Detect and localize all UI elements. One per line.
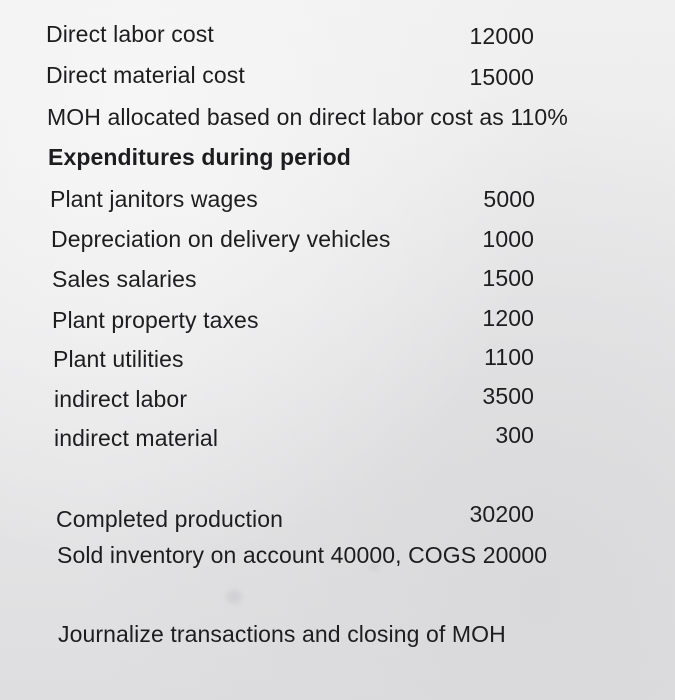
direct-material-label: Direct material cost <box>46 62 245 88</box>
completed-production-value: 30200 <box>469 501 534 527</box>
completed-production-label: Completed production <box>56 506 284 532</box>
expenditure-value: 5000 <box>483 186 535 212</box>
expenditure-label: Plant janitors wages <box>50 186 258 212</box>
moh-note: MOH allocated based on direct labor cost as 110% <box>47 104 568 130</box>
expenditure-label: Sales salaries <box>52 266 197 292</box>
expenditure-value: 1000 <box>482 226 534 252</box>
expenditure-value: 300 <box>495 422 534 448</box>
paper-smudge <box>226 590 242 604</box>
expenditure-label: Plant property taxes <box>52 307 259 333</box>
expenditure-value: 1100 <box>484 344 534 370</box>
expenditure-label: indirect material <box>54 425 219 451</box>
expenditures-heading: Expenditures during period <box>48 144 351 170</box>
paper-smudge <box>368 564 380 570</box>
instruction-line: Journalize transactions and closing of MOH <box>58 621 506 647</box>
expenditure-label: Plant utilities <box>53 346 184 372</box>
expenditure-label: Depreciation on delivery vehicles <box>51 226 391 252</box>
expenditure-value: 1200 <box>482 305 534 331</box>
expenditure-label: indirect labor <box>54 386 188 412</box>
direct-labor-label: Direct labor cost <box>46 21 214 47</box>
direct-labor-value: 12000 <box>469 23 534 49</box>
expenditure-value: 1500 <box>482 265 534 291</box>
expenditure-value: 3500 <box>482 383 534 409</box>
sold-inventory-line: Sold inventory on account 40000, COGS 20000 <box>57 542 548 568</box>
direct-material-value: 15000 <box>469 64 534 90</box>
